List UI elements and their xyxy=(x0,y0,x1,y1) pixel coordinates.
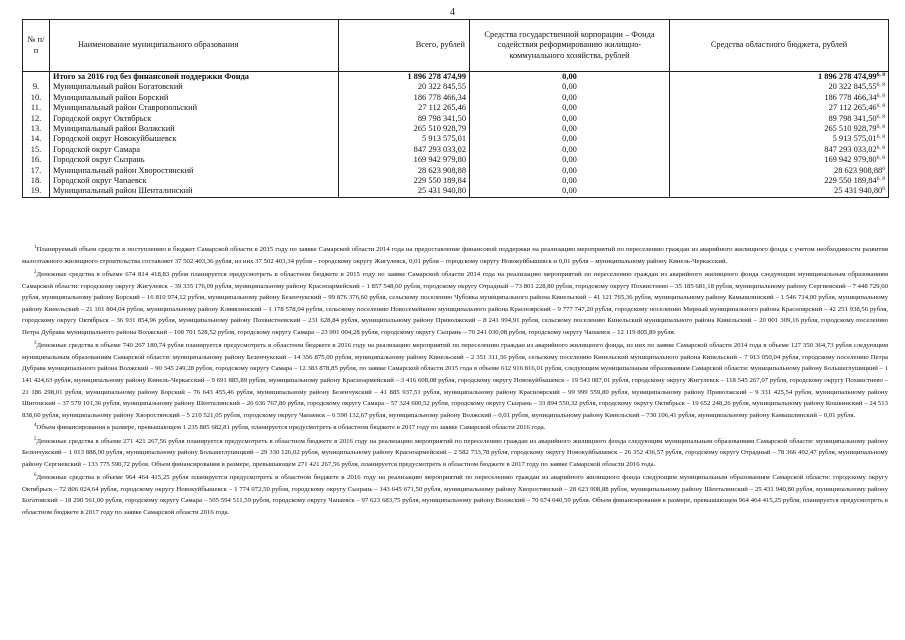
total-amount: 5 913 575,01 xyxy=(339,134,470,144)
total-amount: 28 623 908,88 xyxy=(339,166,470,176)
row-number xyxy=(23,72,50,83)
table-row xyxy=(23,134,889,144)
municipality-name: Городской округ Сызрань xyxy=(50,155,339,165)
total-amount: 25 431 940,80 xyxy=(339,186,470,197)
fund-amount: 0,00 xyxy=(470,114,670,124)
row-number: 14. xyxy=(23,134,50,144)
regional-amount: 89 798 341,50$^{6, 8}$ xyxy=(670,114,889,124)
footnotes xyxy=(22,244,888,519)
table-row xyxy=(23,145,889,155)
fund-amount: 0,00 xyxy=(470,72,670,83)
footnote-mark: 6 xyxy=(34,473,37,479)
municipality-name: Муниципальный район Ставропольский xyxy=(50,103,339,113)
footnote-text: Денежные средства в объеме 674 814 418,83 рубля планируется предусмотреть в областном бюджете в 2015 году по заявке Самарской области 2014 года на реализацию мероприятий по переселению граждан из аварийного жилищного фонда следующим муниципальным образованиям Самарской области: городскому округу Жигулевск – 39 335 176,09 рубля, муниципальному району Красноармейский – 1 857 548,60 рубля, городскому округу Отрадный – 73 801 228,80 рубля, городскому округу Похвистнево – 35 185 681,18 рубля, муниципальному району Сергиевский – 7 448 729,60 рубля, муниципальному району Борский – 16 810 974,12 рубля, муниципальному району Безенчукский – 99 876 376,60 рубля, сельскому поселению Чубовка муниципального района Кинельский – 41 121 765,36 рубля, муниципальному району Камышлинский – 1 546 714,00 рубля, муниципальному району Кинельский – 21 161 804,04 рубля, муниципальному району Кляявлинский – 1 178 578,04 рубля, сельскому поселению Новосемейкино муниципального района Красноярский – 9 777 747,20 рубля, городскому поселению Мирный муниципального района Красноярский – 42 251 938,56 рубля, городскому округу Октябрьск – 36 931 854,96 рубля, муниципальному району Похвистневский – 231 628,84 рубля, муниципальному району Приволжский – 8 241 994,91 рубля, сельскому поселению Кинельский муниципального района Кинельский – 20 001 309,16 рубля, городскому поселению Петра Дубрава муниципального района Волжский – 108 701 528,52 рубля, городскому округу Самара – 23 991 004,28 рубля, городскому округу Сызрань – 70 241 030,08 рубля, городскому округу Чапаевск – 12 119 805,89 рубля. xyxy=(22,271,888,336)
footnote-ref: 6, 8 xyxy=(876,124,885,131)
footnote xyxy=(22,472,888,518)
footnote xyxy=(22,340,888,421)
regional-amount: 28 623 908,88$^6$ xyxy=(670,166,889,176)
municipality-name: Итого за 2016 год без финансовой поддержки Фонда xyxy=(50,72,339,83)
fund-amount: 0,00 xyxy=(470,155,670,165)
financing-table xyxy=(22,19,889,198)
total-amount: 186 778 466,34 xyxy=(339,93,470,103)
municipality-name: Городской округ Октябрьск xyxy=(50,114,339,124)
footnote-mark: 4 xyxy=(34,423,37,429)
footnote-text: Денежные средства в объеме 964 464 415,25 рубля планируется предусмотреть в областном бюджете в 2016 году на реализацию мероприятий по переселению граждан из аварийного жилищного фонда следующим муниципальным образованиям Самарской области: городскому округу Октябрьск – 72 806 024,64 рубля, городскому округу Новокуйбышевск – 1 774 072,50 рубля, городскому округу Сызрань – 143 645 671,50 рубля, муниципальному району Хворостянский – 28 623 908,88 рубля, муниципальному району Шенталинский – 25 431 940,80 рубля, муниципальному району Богатовский – 18 290 561,00 рубля, городскому округу Самара – 505 594 511,59 рубля, городскому округу Чапаевск – 97 623 683,75 рубля, муниципальному району Волжский – 70 674 040,59 рубля. Объем финансирования в размере, превышающем 964 464 415,25 рубля, планируется предусмотреть в областном бюджете в 2017 году по заявке Самарской области 2016 года. xyxy=(22,474,888,517)
footnote xyxy=(22,422,888,434)
table-row xyxy=(23,186,889,197)
municipality-name: Муниципальный район Хворостянский xyxy=(50,166,339,176)
footnote-mark: 2 xyxy=(34,270,37,276)
fund-amount: 0,00 xyxy=(470,82,670,92)
row-number: 18. xyxy=(23,176,50,186)
total-amount: 1 896 278 474,99 xyxy=(339,72,470,83)
footnote-ref: 6 xyxy=(882,165,885,172)
total-amount: 89 798 341,50 xyxy=(339,114,470,124)
table-body xyxy=(23,72,889,198)
row-number: 19. xyxy=(23,186,50,197)
row-number: 15. xyxy=(23,145,50,155)
table-row xyxy=(23,166,889,176)
footnote-ref: 6, 8 xyxy=(876,176,885,183)
footnote-ref: 6, 8 xyxy=(876,92,885,99)
row-number: 12. xyxy=(23,114,50,124)
table-row xyxy=(23,72,889,83)
fund-amount: 0,00 xyxy=(470,166,670,176)
footnote-text: Денежные средства в объеме 271 421 267,56 рубля планируется предусмотреть в областном бюджете в 2016 году на реализацию мероприятий по переселению граждан из аварийного жилищного фонда следующим муниципальным образованиям Самарской области: муниципальному району Безенчукский – 1 013 888,00 рубля, муниципальному району Большеглушицкий – 29 330 126,02 рубля, муниципальному району Красноармейский – 2 582 733,78 рубля, городскому округу Новокуйбышевск – 26 352 436,57 рубля, городскому округу Отрадный – 78 366 492,47 рубля, муниципальному району Сергиевский – 133 775 590,72 рубля. Объем финансирования в размере, превышающем 271 421 267,56 рубля, планируется предусмотреть в областном бюджете в 2017 году по заявке Самарской области 2016 года. xyxy=(22,437,888,468)
row-number: 9. xyxy=(23,82,50,92)
table-row xyxy=(23,103,889,113)
regional-amount: 265 510 928,79$^{6, 8}$ xyxy=(670,124,889,134)
total-amount: 20 322 845,55 xyxy=(339,82,470,92)
municipality-name: Муниципальный район Шенталинский xyxy=(50,186,339,197)
municipality-name: Городской округ Чапаевск xyxy=(50,176,339,186)
footnote-ref: 6, 8 xyxy=(876,103,885,110)
footnote-ref: 6, 8 xyxy=(876,72,885,78)
header-regional-budget: Средства областного бюджета, рублей xyxy=(670,20,889,72)
fund-amount: 0,00 xyxy=(470,186,670,197)
fund-amount: 0,00 xyxy=(470,145,670,155)
footnote-text: Денежные средства в объеме 740 267 180,74 рубля планируется предусмотреть в областном бюджете в 2016 году на реализацию мероприятий по переселению граждан из аварийного жилищного фонда, из них по заявке Самарской области 2014 года в объеме 127 350 364,73 рубля следующим муниципальным образованиям Самарской области: муниципальному району Безенчукский – 14 356 875,00 рубля, муниципальному району Кинельский – 2 351 311,56 рубля, сельскому поселению Кинельский муниципального района Кинельский – 7 913 050,04 рубля, городскому поселению Петра Дубрава муниципального района Волжский – 90 345 249,28 рубля, городскому округу Самара – 12 383 878,85 рубля, по заявке Самарской области 2015 года в объеме 612 916 816,01 рубля, следующим муниципальным образованиям Самарской области: муниципальному району Большеглушицкий – 1 141 424,63 рубля, муниципальному району Кинель-Черкасский – 9 691 885,89 рубля, муниципальному району Красноармейский – 3 416 608,08 рубля, городскому округу Новокуйбышевск – 19 543 087,01 рубля, городскому округу Жигулевск – 118 545 267,07 рубля, городскому округу Похвистнево – 21 186 298,01 рубля, муниципальному району Борский – 76 643 455,46 рубля, муниципальному району Безенчукский – 41 885 937,51 рубля, муниципальному району Красноярский – 99 999 559,80 рубля, муниципальному району Приволжский – 9 331 425,54 рубля, муниципальному району Шигонский – 37 579 101,36 рубля, муниципальному району Шенталинский – 26 036 767,80 рубля, городскому округу Самара – 57 324 600,52 рубля, городскому округу Сызрань – 33 894 550,32 рубля, городскому округу Октябрьск – 19 652 248,26 рубля, муниципальному району Кошкинский – 24 513 838,60 рубля, муниципальному району Хворостянский – 5 210 521,05 рубля, городскому округу Чапаевск – 6 590 132,67 рубля, муниципальному району Волжский – 0,01 рубля, муниципальному району Кинельский – 730 106,41 рубля, муниципальному району Камышлинский – 0,01 рубля. xyxy=(22,342,888,419)
table-row xyxy=(23,93,889,103)
regional-amount: 5 913 575,01$^{6, 8}$ xyxy=(670,134,889,144)
fund-amount: 0,00 xyxy=(470,93,670,103)
table-row xyxy=(23,176,889,186)
footnote xyxy=(22,269,888,338)
regional-amount: 1 896 278 474,99$^{6, 8}$ xyxy=(670,72,889,83)
municipality-name: Муниципальный район Богатовский xyxy=(50,82,339,92)
footnote-ref: 6, 8 xyxy=(876,82,885,89)
municipality-name: Муниципальный район Борский xyxy=(50,93,339,103)
row-number: 13. xyxy=(23,124,50,134)
regional-amount: 229 550 189,84$^{6, 8}$ xyxy=(670,176,889,186)
total-amount: 169 942 979,80 xyxy=(339,155,470,165)
footnote-mark: 5 xyxy=(34,436,37,442)
fund-amount: 0,00 xyxy=(470,176,670,186)
municipality-name: Городской округ Самара xyxy=(50,145,339,155)
table-row xyxy=(23,155,889,165)
row-number: 17. xyxy=(23,166,50,176)
regional-amount: 25 431 940,80$^6$ xyxy=(670,186,889,197)
page-number: 4 xyxy=(450,7,455,18)
total-amount: 265 510 928,79 xyxy=(339,124,470,134)
total-amount: 27 112 265,46 xyxy=(339,103,470,113)
fund-amount: 0,00 xyxy=(470,134,670,144)
footnote-ref: 6, 8 xyxy=(876,155,885,162)
footnote xyxy=(22,244,888,267)
footnote-ref: 6, 8 xyxy=(876,134,885,141)
footnote-ref: 6 xyxy=(882,186,885,193)
footnote-text: Планируемый объем средств к поступлению в бюджет Самарской области в 2015 году по заявке Самарской области 2014 года на предоставление финансовой поддержки на реализацию мероприятий по переселению граждан из аварийного жилищного фонда с учетом необходимости развития малоэтажного жилищного строительства составляет 37 502 403,36 рубля, из них 37 502 403,34 рубля – городскому округу Жигулевск, 0,01 рубля – городскому округу Новокуйбышевск и 0,01 рубля – муниципальному району Кинель-Черкасский. xyxy=(22,246,888,265)
header-fund: Средства государственной корпорации – Фонда содействия реформированию жилищно-коммунального хозяйства, рублей xyxy=(470,20,670,72)
row-number: 16. xyxy=(23,155,50,165)
fund-amount: 0,00 xyxy=(470,124,670,134)
regional-amount: 847 293 033,02$^{6, 8}$ xyxy=(670,145,889,155)
header-number: № п/п xyxy=(23,20,50,72)
footnote-ref: 6, 8 xyxy=(876,113,885,120)
municipality-name: Муниципальный район Волжский xyxy=(50,124,339,134)
total-amount: 229 550 189,84 xyxy=(339,176,470,186)
regional-amount: 169 942 979,80$^{6, 8}$ xyxy=(670,155,889,165)
header-total: Всего, рублей xyxy=(339,20,470,72)
footnote xyxy=(22,436,888,471)
table-row xyxy=(23,82,889,92)
row-number: 10. xyxy=(23,93,50,103)
footnote-ref: 6, 8 xyxy=(876,144,885,151)
table-header-row xyxy=(23,20,889,72)
regional-amount: 186 778 466,34$^{6, 8}$ xyxy=(670,93,889,103)
municipality-name: Городской округ Новокуйбышевск xyxy=(50,134,339,144)
fund-amount: 0,00 xyxy=(470,103,670,113)
header-municipality: Наименование муниципального образования xyxy=(50,20,339,72)
regional-amount: 20 322 845,55$^{6, 8}$ xyxy=(670,82,889,92)
table-row xyxy=(23,124,889,134)
row-number: 11. xyxy=(23,103,50,113)
table-row xyxy=(23,114,889,124)
footnote-text: Объем финансирования в размере, превышающем 1 235 885 682,81 рубля, планируется предусмотреть в областном бюджете в 2017 году по заявке Самарской области 2016 года. xyxy=(36,424,546,432)
footnote-mark: 3 xyxy=(34,341,37,347)
total-amount: 847 293 033,02 xyxy=(339,145,470,155)
regional-amount: 27 112 265,46$^{6, 8}$ xyxy=(670,103,889,113)
footnote-mark: 1 xyxy=(34,245,37,250)
